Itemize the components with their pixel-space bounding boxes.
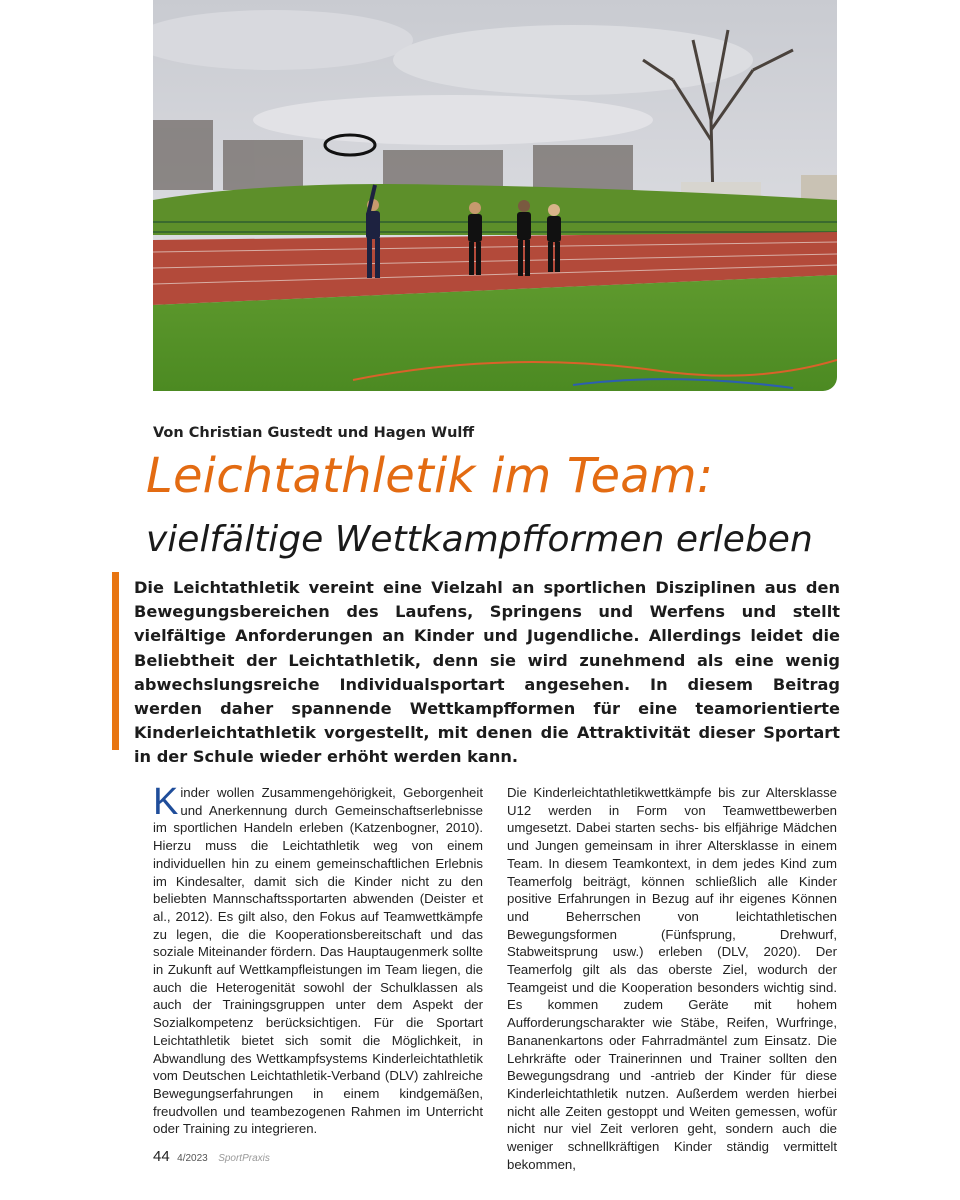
issue-label: 4/2023 [177,1153,208,1164]
byline: Von Christian Gustedt und Hagen Wulff [153,425,475,441]
page-title: Leichtathletik im Team: [146,448,714,504]
body-column-right: Die Kinderleichtathletikwettkämpfe bis zur Altersklasse U12 werden in Form von Teamwettbewerben umgesetzt. Dabei starten sechs- bis elfjährige Mädchen und Jungen gemeinsam in ihrer Altersklasse in einem Team. In diesem Teamkontext, in dem jedes Kind zum Teamerfolg beiträgt, können schließlich alle Kinder positive Erfahrungen in Bezug auf ihr eigenes Können und Beherrschen von leichtathletischen Bewegungsformen (Fünfsprung, Drehwurf, Stabweitsprung usw.) erleben (DLV, 2020). Der Teamerfolg gilt als das oberste Ziel, wodurch der Teamgeist und die Kooperation besonders wichtig sind. Es kommen zudem Geräte mit hohem Aufforderungscharakter wie Stäbe, Reifen, Wurfringe, Bananenkartons oder Fahrradmäntel zum Einsatz. Die Lehrkräfte oder Trainerinnen und Trainer sollten den Bewegungsdrang und -antrieb der Kinder für diese Kinderleichtathletik nutzen. Außerdem werden hierbei nicht alle Zeiten gestoppt und Weiten gemessen, wofür nicht nur viel Zeit verloren geht, sondern auch die weniger schnellkräftigen Kinder ständig vermittelt bekommen, [507,785,837,1172]
hero-photo [153,0,837,391]
page-subtitle: vielfältige Wettkampfformen erleben [146,519,813,560]
magazine-name: SportPraxis [218,1153,270,1164]
page-number: 44 [153,1148,170,1165]
body-left-text: inder wollen Zusammengehörigkeit, Geborgenheit und Anerkennung durch Gemeinschaftserlebnisse im sportlichen Handeln erleben (Katzenbogner, 2010). Hierzu muss die Leichtathletik weg von einem individuellen hin zu einem gemeinschaftlichen Erlebnis im Kindesalter, damit sich die Kinder nicht zu den beliebten Mannschaftssportarten abwenden (Deister et al., 2012). Es gilt also, den Fokus auf Teamwettkämpfe zu legen, die die Kooperationsbereitschaft und das soziale Miteinander fördern. Das Hauptaugenmerk sollte in Zukunft auf Wettkampfleistungen im Team liegen, die auch die Heterogenität sowohl der Schulklassen als auch der Trainingsgruppen unter dem Aspekt der Sozialkompetenz berücksichtigen. Für die Sportart Leichtathletik bietet sich somit die Möglichkeit, in Abwandlung des Wettkampfsystems Kinderleichtathletik vom Deutschen Leichtathletik-Verband (DLV) zahlreiche Bewegungserfahrungen in einem kindgemäßen, freudvollen und teambezogenen Rahmen im Unterricht oder Training zu integrieren. [153,785,483,1137]
lead-accent-bar [112,572,119,750]
lead-paragraph: Die Leichtathletik vereint eine Vielzahl an sportlichen Disziplinen aus den Bewegungsbereichen des Laufens, Springens und Werfens und stellt vielfältige Anforderungen an Kinder und Jugendliche. Allerdings leidet die Beliebtheit der Leichtathletik, denn sie wird zunehmend als eine wenig abwechslungsreiche Individualsportart angesehen. In diesem Beitrag werden daher spannende Wettkampfformen für eine teamorientierte Kinderleichtathletik vorgestellt, mit denen die Attraktivität dieser Sportart in der Schule wieder erhöht werden kann. [134,578,840,767]
page-footer [153,1148,270,1166]
drop-cap: K [153,781,179,823]
body-column-left [153,781,483,1138]
